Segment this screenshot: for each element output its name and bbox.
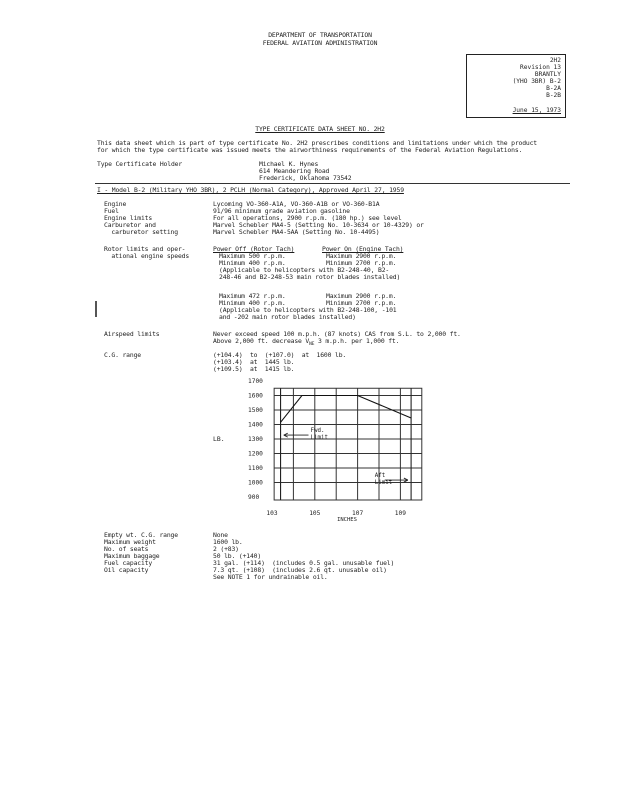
g2-note-2: and -202 main rotor blades installed) — [219, 313, 356, 321]
svg-text:Limit: Limit — [374, 480, 393, 487]
g2-on-max: Maximum 2900 r.p.m. — [326, 292, 397, 300]
row-label-carburetor: Carburetor and — [104, 221, 156, 229]
vne-subscript: NE — [309, 342, 315, 347]
revision-line: B-2A — [546, 85, 561, 92]
svg-text:109: 109 — [394, 510, 406, 517]
holder-label: Type Certificate Holder — [97, 160, 183, 168]
svg-text:1400: 1400 — [248, 421, 263, 429]
row-value-carburetor: Marvel Schebler MA4-5 (Setting No. 10-3634 or 10-4329) or — [213, 221, 424, 229]
row-value-fuel: 91/96 minimum grade aviation gasoline — [213, 207, 350, 215]
y-axis-label: LB. — [213, 435, 225, 443]
revision-date: June 15, 1973 — [512, 107, 561, 114]
holder-street: 614 Meandering Road — [259, 167, 330, 175]
revision-line: 2H2 — [549, 57, 561, 64]
g1-note-2: 248-46 and B2-248-53 main rotor blades installed) — [219, 273, 401, 281]
airspeed-line-1: Never exceed speed 100 m.p.h. (87 knots) CAS from S.L. to 2,000 ft. — [213, 330, 461, 338]
row-label-baggage: Maximum baggage — [104, 552, 160, 560]
svg-text:Fwd.: Fwd. — [310, 428, 325, 435]
row-value-max-weight: 1600 lb. — [213, 538, 243, 546]
intro-line-2: for which the type certificate was issued meets the airworthiness requirements of the Federal Aviation Regulations. — [97, 146, 523, 154]
row-value-carburetor-setting: Marvel Schebler MA4-5AA (Setting No. 10-4495) — [213, 228, 380, 236]
chart-grid — [274, 388, 422, 500]
g2-off-min: Minimum 400 r.p.m. — [219, 299, 286, 307]
page-title: TYPE CERTIFICATE DATA SHEET NO. 2H2 — [255, 125, 385, 133]
svg-text:1500: 1500 — [248, 407, 263, 414]
svg-text:Aft: Aft — [374, 473, 386, 480]
cg-line-2: (+103.4) at 1445 lb. — [213, 358, 295, 366]
svg-text:1700: 1700 — [248, 378, 263, 385]
row-label-oil-capacity: Oil capacity — [104, 566, 149, 574]
row-label-max-weight: Maximum weight — [104, 538, 156, 546]
svg-text:1100: 1100 — [248, 465, 263, 472]
airspeed-line-2-pre: Above 2,000 ft. decrease V — [213, 337, 310, 345]
g1-on-min: Minimum 2700 r.p.m. — [326, 259, 397, 267]
row-label-engine: Engine — [104, 200, 127, 208]
agency-line-2: FEDERAL AVIATION ADMINISTRATION — [262, 39, 378, 47]
row-label-fuel: Fuel — [104, 207, 119, 215]
row-label-fuel-capacity: Fuel capacity — [104, 559, 153, 567]
row-label-engine-limits: Engine limits — [104, 214, 153, 222]
row-value-empty-cg: None — [213, 531, 228, 539]
revision-line: BRANTLY — [534, 71, 561, 78]
svg-text:1300: 1300 — [248, 436, 263, 443]
cg-line-3: (+109.5) at 1415 lb. — [213, 365, 295, 373]
power-on-header: Power On (Engine Tach) — [322, 245, 404, 253]
airspeed-line-2-post: 3 m.p.h. per 1,000 ft. — [314, 337, 400, 345]
svg-text:1600: 1600 — [248, 392, 263, 400]
cg-envelope-line — [281, 396, 412, 423]
g1-note-1: (Applicable to helicopters with B2-248-40, B2- — [219, 266, 390, 274]
row-label-seats: No. of seats — [104, 545, 149, 553]
x-axis-label: INCHES — [337, 517, 357, 523]
svg-text:103: 103 — [266, 510, 278, 517]
rotor-label-1: Rotor limits and oper- — [104, 245, 186, 253]
note-undrainable-oil: See NOTE 1 for undrainable oil. — [213, 573, 328, 581]
svg-text:900: 900 — [248, 494, 260, 501]
svg-text:1000: 1000 — [248, 479, 263, 487]
g1-on-max: Maximum 2900 r.p.m. — [326, 252, 397, 260]
cg-line-1: (+104.4) to (+107.0) at 1600 lb. — [213, 351, 347, 359]
row-value-baggage: 50 lb. (+140) — [213, 552, 262, 560]
row-value-fuel-capacity: 31 gal. (+114) (includes 0.5 gal. unusable fuel) — [213, 559, 395, 567]
section-heading: I - Model B-2 (Military YHO 3BR), 2 PCLH (Normal Category), Approved April 27, 1959 — [97, 186, 404, 194]
row-value-engine: Lycoming VO-360-A1A, VO-360-A1B or VO-360-B1A — [213, 200, 380, 208]
row-value-seats: 2 (+83) — [213, 545, 239, 553]
revision-line: (YHO 3BR) B-2 — [512, 78, 561, 85]
svg-text:105: 105 — [309, 510, 321, 517]
y-axis-ticks — [248, 378, 263, 501]
g2-note-1: (Applicable to helicopters with B2-248-100, -101 — [219, 306, 397, 314]
chart-annotations — [284, 428, 408, 486]
svg-text:1200: 1200 — [248, 450, 263, 458]
x-axis-ticks — [266, 510, 406, 517]
svg-text:107: 107 — [352, 510, 364, 517]
svg-text:Limit: Limit — [310, 435, 328, 442]
rotor-label-2: ational engine speeds — [104, 252, 190, 260]
g1-off-min: Minimum 400 r.p.m. — [219, 259, 286, 267]
g2-off-max: Maximum 472 r.p.m. — [219, 292, 286, 300]
intro-line-1: This data sheet which is part of type certificate No. 2H2 prescribes conditions and limitations under which the product — [97, 139, 538, 147]
g1-off-max: Maximum 500 r.p.m. — [219, 252, 286, 260]
row-value-engine-limits: For all operations, 2900 r.p.m. (180 hp.) see level — [213, 214, 402, 222]
holder-city: Frederick, Oklahoma 73542 — [259, 174, 352, 182]
cg-label: C.G. range — [104, 351, 141, 359]
revision-line: B-2B — [546, 92, 561, 99]
g2-on-min: Minimum 2700 r.p.m. — [326, 299, 397, 307]
power-off-header: Power Off (Rotor Tach) — [213, 245, 295, 253]
airspeed-label: Airspeed limits — [104, 330, 160, 338]
row-label-carburetor-setting: carburetor setting — [104, 228, 178, 236]
row-value-oil-capacity: 7.3 qt. (+108) (includes 2.6 qt. unusable oil) — [213, 566, 387, 574]
agency-line-1: DEPARTMENT OF TRANSPORTATION — [268, 31, 372, 39]
row-label-empty-cg: Empty wt. C.G. range — [104, 531, 178, 539]
holder-name: Michael K. Hynes — [259, 160, 319, 168]
revision-line: Revision 13 — [520, 64, 561, 71]
